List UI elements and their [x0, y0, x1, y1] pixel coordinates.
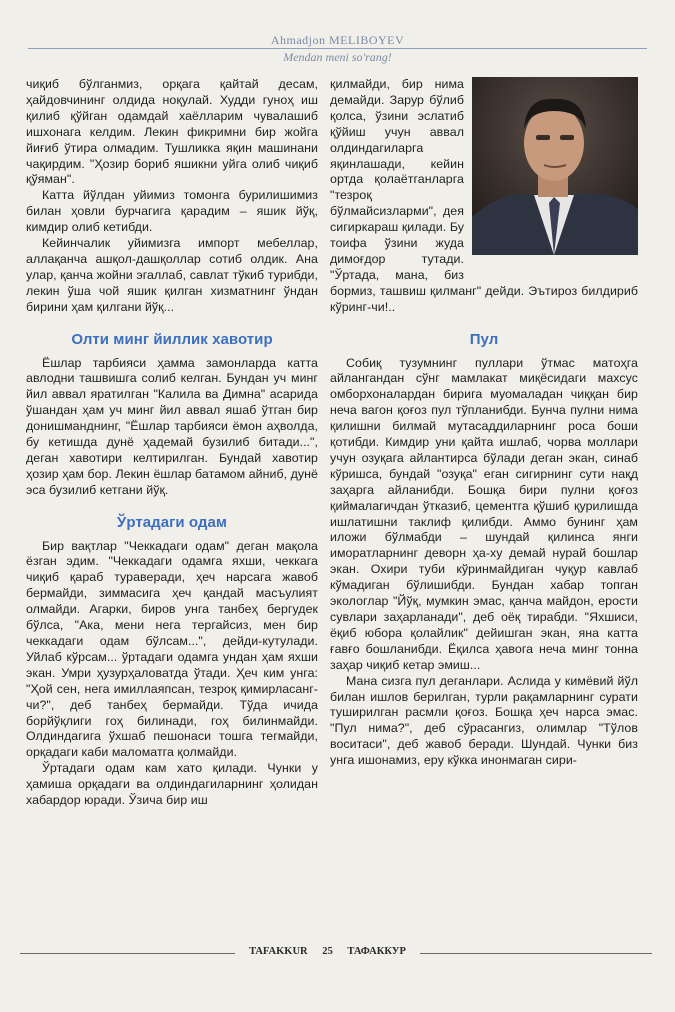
- right-column: [330, 77, 638, 769]
- running-head-author: Ahmadjon MELIBOYEV: [270, 33, 405, 47]
- left-column: [26, 77, 318, 809]
- paragraph: Ўртадаги одам кам хато қилади. Чунки у ҳамиша орқадаги ва олдиндагиларнинг ҳолидан хабардор юради. Ўзича бир иш: [26, 761, 318, 808]
- paragraph: Катта йўлдан уйимиз томонга бурилишимиз билан ҳовли бурчагига қарадим – яшик йўқ, кимдир олиб кетибди.: [26, 188, 318, 235]
- footer-rule-right: [420, 953, 652, 954]
- header-rule: [28, 48, 647, 49]
- paragraph: қилмайди, бир нима демайди. Зарур бўлиб қолса, ўзини эслатиб қўйиш учун аввал олдиндагиларга яқинлашади, кейин ортда қолаётганларга "тезроқ бўлмайсизларми", дея сигиркараш қилади. Бу тоифа ўзини жуда димоғдор тутади. "Ўртада, мана, биз бормиз, ташвиш қилманг" дейди. Эътироз билдириб кўринг-чи!..: [330, 77, 638, 314]
- paragraph: Мана сизга пул деганлари. Аслида у кимёвий йўл билан ишлов берилган, турли рақамларнинг сурати туширилган расмли қоғоз. Бошқа ҳеч нарса эмас. "Пул нима?", деб сўрасангиз, олимлар "Тўлов воситаси", деб жавоб беради. Шундай. Чунки биз унга ишонамиз, ерy кўкка инонмаган сири-: [330, 673, 638, 768]
- footer-magazine-latin: TAFAKKUR: [249, 946, 308, 957]
- paragraph: Бир вақтлар "Чеккадаги одам" деган мақола ёзган эдим. "Чеккадаги одамга яхши, чеккага чиқиб қараб тураверади, ҳеч нарсага жавоб бермайди, зиммасига ҳеч қандай масъулият олмайди. Агарки, биров унга танбеҳ бергудек бўлса, "Ака, мени нега тергайсиз, мен бир чеккадаги одам бўлсам...", дейди-кутулади. Уйлаб кўрсам... ўртадаги одамга ундан ҳам яхши экан. Умри ҳузурҳаловатда ўтади. Ҳеч ким унга: "Ҳой сен, нега имиллаяпсан, тезроқ қимирласанг-чи?", деб танбеҳ бермайди. Тўда ичида борйўқлиги гоҳ билинади, гоҳ билинмайди. Олдиндагига ўхшаб пешонаси тошга тегмайди, орқадаги каби маломатга қолмайди.: [26, 538, 318, 760]
- footer-magazine-cyrillic: ТАФАККУР: [347, 946, 406, 957]
- footer-label: [235, 946, 420, 957]
- portrait-illustration: [472, 77, 638, 255]
- running-head-book-title: Mendan meni so'rang!: [283, 50, 392, 64]
- page-number: 25: [322, 946, 333, 957]
- paragraph: Ёшлар тарбияси ҳамма замонларда катта авлодни ташвишга солиб келган. Бундан уч минг йил аввал яратилган "Калила ва Димна" асарида ўшандан ҳам уч минг йил аввал яшаб ўтган бир донишманднинг, "Ёшлар тарбияси ёмон аҳволда, бу кетишда дунё ҳадемай бузилиб битади...", деган хавотири келтирилган. Бундай хавотир ҳозир ҳам бор. Лекин ёшлар батамом айниб, дунё эса бузилиб кетгани йўқ.: [26, 355, 318, 497]
- page-header: [0, 0, 675, 64]
- paragraph: чиқиб бўлганмиз, орқага қайтай десам, ҳайдовчининг олдида ноқулай. Худди гуноҳ иш қилиб қўйган одамдай хаёлларим чувалашиб ишхонага келдим. Лекин фикримни бир жойга йиғиб ўтира олмадим. Тушликка яқин машинани чақирдим. "Ҳозир бориб яшикни уйга олиб чиқиб қўяман".: [26, 77, 318, 187]
- paragraph: Кейинчалик уйимизга импорт мебеллар, аллақанча ашқол-дашқоллар сотиб олдик. Ана улар, қанча жойни эгаллаб, савлат тўкиб турибди, лекин ўша чой яшик қилган хизматнинг ўндан бирини ҳам қилгани йўқ...: [26, 236, 318, 314]
- section-heading-olti-ming: Олти минг йиллик хавотир: [71, 330, 273, 348]
- author-photo: [472, 77, 638, 255]
- footer-rule-left: [20, 953, 235, 954]
- section-heading-pul: Пул: [469, 330, 499, 348]
- author-photo-frame: [472, 77, 638, 265]
- section-heading-urtadagi-odam: Ўртадаги одам: [116, 513, 228, 531]
- page-footer: [0, 944, 675, 964]
- paragraph: Собиқ тузумнинг пуллари ўтмас матоҳга айлангандан сўнг мамлакат миқёсидаги махсус омборхоналардан бирига муомаладан чиққан бир неча вагон қоғоз пул тўпланибди. Бунча пулни нима қилишни билмай мутасаддиларнинг роса боши қотибди. Кимдир уни қайта ишлаб, чорва моллари учун озуқага айлантирса бўлади деган экан, синаб кўришса, бундай "озуқа" еган сигирнинг сути нақд заҳарга айланибди. Бошқа бири пулни қоғоз қиймалагичдан ўтказиб, цементга қўшиб қурилишда ишлатишни таклиф қилибди. Аммо бунинг ҳам иложи бўлмабди – шундай қилинса янги иморатларнинг деворн ҳа-ху демай нурай бошлар экан. Охири туби кўринмайдиган чуқур кавлаб кўмадиган бўлишибди. Бундан хабар топган экологлар "Йўқ, мумкин эмас, қанча майдон, ерости сувлари заҳарланади", деб оёқ тирабди. "Яхшиси, ёқиб юбора қолайлик" дейишган экан, яна катта ғавғо бошланибди. Ёқилса ҳавога неча минг тонна заҳар чиқиб кетар эмиш...: [330, 355, 638, 672]
